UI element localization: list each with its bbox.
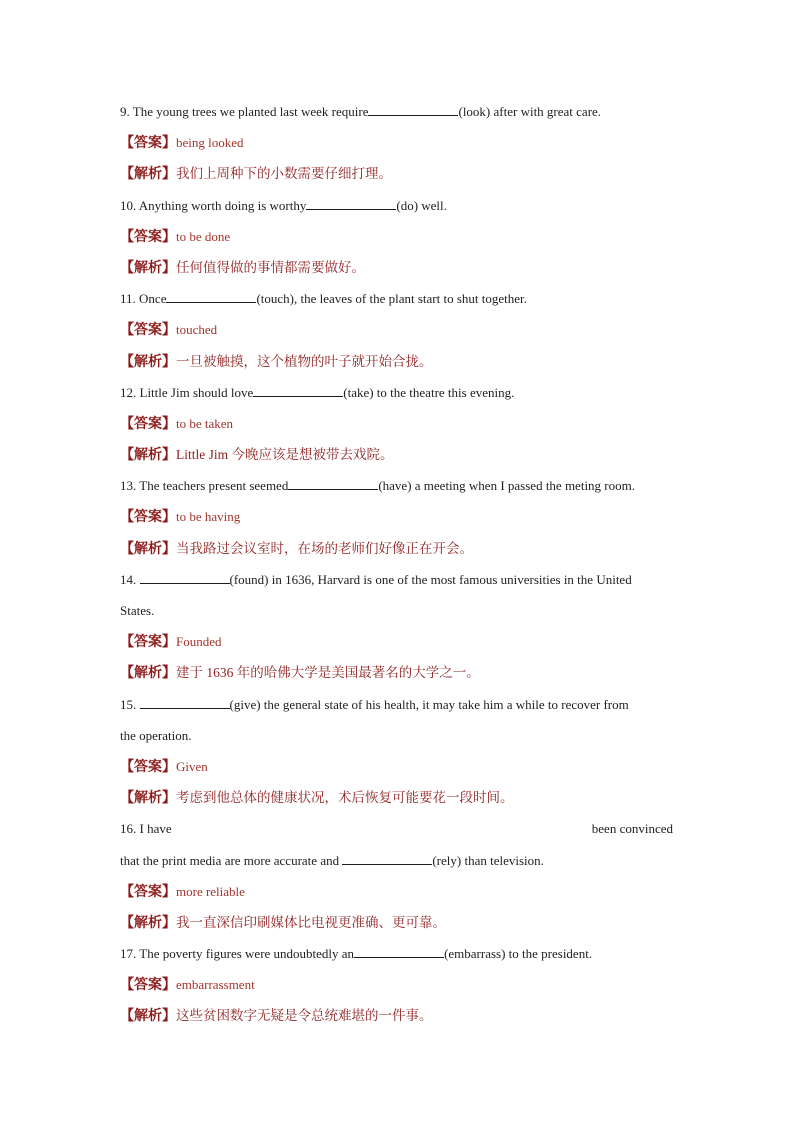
- question-line: [120, 377, 680, 408]
- answer-blank: [368, 104, 458, 116]
- answer-label: 【答案】: [120, 884, 176, 900]
- answer-label: 【答案】: [120, 323, 176, 339]
- question-number: 15.: [120, 696, 137, 712]
- analysis-label: 【解析】: [120, 791, 176, 807]
- answer-text: being looked: [176, 135, 244, 151]
- analysis-text: 我一直深信印刷媒体比电视更准确、更可靠。: [176, 914, 446, 930]
- analysis-line: [120, 252, 680, 283]
- analysis-text: 当我路过会议室时，在场的老师们好像正在开会。: [176, 540, 473, 556]
- question-text-after: (rely) than television.: [432, 852, 544, 868]
- question-number: 13.: [120, 478, 137, 494]
- answer-blank: [166, 291, 256, 303]
- answer-line: [120, 751, 680, 782]
- question-number: 14.: [120, 571, 137, 587]
- question-number: 12.: [120, 384, 137, 400]
- answer-text: Given: [176, 758, 208, 774]
- exercise-15: [120, 689, 680, 814]
- analysis-line: [120, 439, 680, 470]
- analysis-line: [120, 533, 680, 564]
- question-number: 10.: [120, 197, 137, 213]
- answer-label: 【答案】: [120, 635, 176, 651]
- answer-label: 【答案】: [120, 416, 176, 432]
- exercise-16: [120, 813, 680, 938]
- analysis-label: 【解析】: [120, 448, 176, 464]
- question-text-after: (look) after with great care.: [458, 104, 602, 119]
- question-line-continued: States.: [120, 603, 155, 618]
- analysis-line: [120, 346, 680, 377]
- question-number: 9.: [120, 104, 130, 119]
- question-text-after: (do) well.: [396, 197, 447, 213]
- answer-blank: [253, 385, 343, 397]
- answer-label: 【答案】: [120, 229, 176, 245]
- question-text-left: I have: [139, 821, 172, 837]
- question-line: [120, 283, 680, 314]
- question-text-before: that the print media are more accurate and: [120, 852, 343, 868]
- answer-blank: [140, 572, 230, 584]
- analysis-label: 【解析】: [120, 167, 176, 183]
- question-text-after: (take) to the theatre this evening.: [343, 384, 515, 400]
- question-line-left: [120, 813, 172, 844]
- question-number: 17.: [120, 946, 137, 962]
- analysis-label: 【解析】: [120, 260, 176, 276]
- answer-line: [120, 221, 680, 252]
- answer-blank: [306, 198, 396, 210]
- analysis-label: 【解析】: [120, 541, 176, 557]
- question-text-before: Little Jim should love: [139, 384, 254, 400]
- exercise-list: [120, 96, 680, 1032]
- question-line: [120, 689, 680, 720]
- answer-text: to be taken: [176, 415, 234, 431]
- question-line-continued: the operation.: [120, 727, 192, 743]
- question-text-after: (give) the general state of his health, it may take him a while to recover from: [229, 696, 629, 712]
- answer-line: [120, 314, 680, 345]
- analysis-text: 建于 1636 年的哈佛大学是美国最著名的大学之一。: [176, 665, 480, 681]
- answer-blank: [140, 697, 230, 709]
- answer-line: [120, 876, 680, 907]
- answer-blank: [342, 853, 432, 865]
- exercise-14: [120, 564, 680, 689]
- exercise-10: [120, 190, 680, 284]
- question-text-right: been convinced: [591, 821, 673, 837]
- answer-label: 【答案】: [120, 136, 176, 152]
- analysis-line: [120, 1000, 680, 1031]
- question-line: [120, 564, 680, 595]
- answer-line: [120, 969, 680, 1000]
- analysis-line: [120, 158, 680, 189]
- exercise-9: [120, 96, 680, 190]
- analysis-label: 【解析】: [120, 666, 176, 682]
- analysis-text: 这些贫困数字无疑是令总统难堪的一件事。: [176, 1008, 433, 1024]
- analysis-line: [120, 907, 680, 938]
- answer-line: [120, 408, 680, 439]
- analysis-label: 【解析】: [120, 1009, 176, 1025]
- analysis-label: 【解析】: [120, 915, 176, 931]
- question-number: 11.: [120, 291, 136, 307]
- question-line: [120, 96, 680, 127]
- exercise-17: [120, 938, 680, 1032]
- answer-text: embarrassment: [176, 977, 255, 993]
- question-text-after: (found) in 1636, Harvard is one of the most famous universities in the United: [229, 571, 632, 587]
- exercise-13: [120, 470, 680, 564]
- question-line-continued: [120, 845, 680, 876]
- analysis-text: 一旦被触摸，这个植物的叶子就开始合拢。: [176, 353, 433, 369]
- answer-blank: [354, 946, 444, 958]
- answer-text: touched: [176, 322, 218, 338]
- answer-label: 【答案】: [120, 978, 176, 994]
- exercise-12: [120, 377, 680, 471]
- question-text-before: Once: [139, 291, 167, 307]
- answer-blank: [288, 478, 378, 490]
- answer-text: to be done: [176, 228, 231, 244]
- question-text-before: The young trees we planted last week require: [132, 104, 369, 119]
- analysis-text: 任何值得做的事情都需要做好。: [176, 259, 365, 275]
- question-text-before: The teachers present seemed: [139, 478, 289, 494]
- answer-text: Founded: [176, 634, 222, 650]
- exercise-11: [120, 283, 680, 377]
- question-line: [120, 813, 673, 844]
- answer-text: more reliable: [176, 883, 245, 899]
- analysis-text: Little Jim 今晚应该是想被带去戏院。: [176, 447, 394, 463]
- question-text-after: (have) a meeting when I passed the meting room.: [378, 478, 635, 494]
- question-text-before: Anything worth doing is worthy: [138, 197, 307, 213]
- question-number: 16.: [120, 821, 137, 837]
- answer-text: to be having: [176, 509, 241, 525]
- question-text-after: (touch), the leaves of the plant start to shut together.: [256, 291, 527, 307]
- analysis-line: [120, 657, 680, 688]
- answer-label: 【答案】: [120, 759, 176, 775]
- analysis-text: 我们上周种下的小数需要仔细打理。: [176, 166, 392, 182]
- analysis-text: 考虑到他总体的健康状况，术后恢复可能要花一段时间。: [176, 790, 514, 806]
- question-line: [120, 470, 680, 501]
- answer-label: 【答案】: [120, 510, 176, 526]
- question-text-after: (embarrass) to the president.: [444, 946, 593, 962]
- answer-line: [120, 127, 680, 158]
- answer-line: [120, 501, 680, 532]
- analysis-label: 【解析】: [120, 354, 176, 370]
- question-line: [120, 938, 680, 969]
- analysis-line: [120, 782, 680, 813]
- question-text-before: The poverty figures were undoubtedly an: [139, 946, 355, 962]
- answer-line: [120, 626, 680, 657]
- question-line: [120, 190, 680, 221]
